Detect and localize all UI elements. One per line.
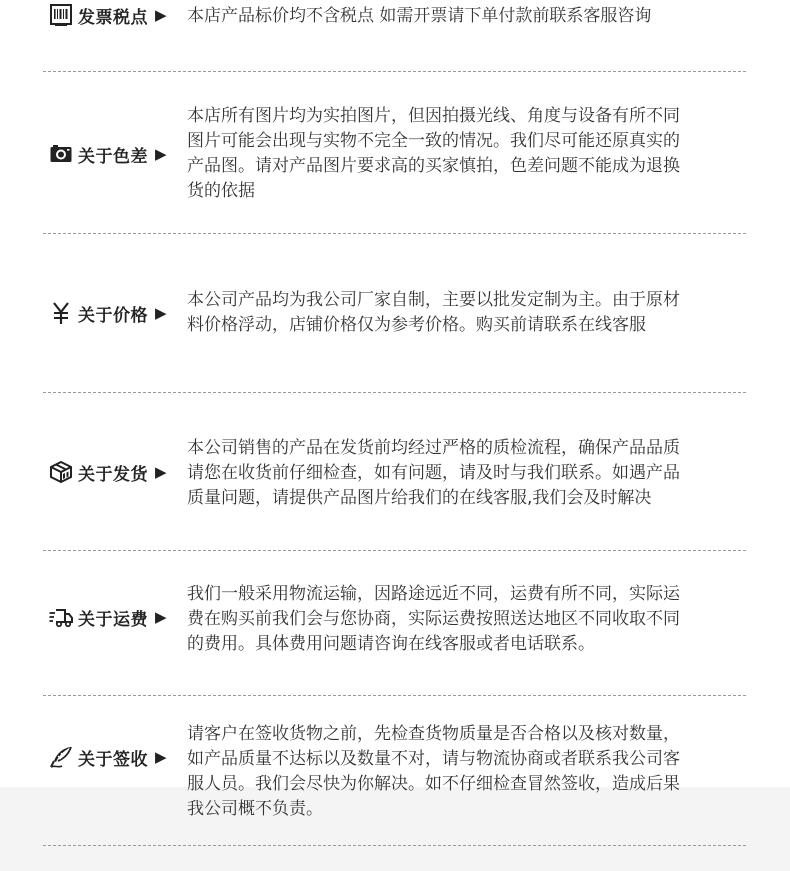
description-line: 料价格浮动，店铺价格仅为参考价格。购买前请联系在线客服 bbox=[187, 315, 646, 335]
section-description bbox=[187, 104, 747, 204]
description-line: 服人员。我们会尽快为你解决。如不仔细检查冒然签收，造成后果 bbox=[187, 774, 680, 794]
section-title: 关于色差 bbox=[78, 146, 148, 167]
package-icon bbox=[49, 460, 73, 484]
arrow-right-icon: ▶ bbox=[155, 6, 167, 24]
arrow-right-icon: ▶ bbox=[155, 304, 167, 322]
description-line: 本公司产品均为我公司厂家自制，主要以批发定制为主。由于原材 bbox=[187, 290, 680, 310]
invoice-icon bbox=[49, 3, 73, 27]
arrow-right-icon: ▶ bbox=[155, 145, 167, 163]
section-label bbox=[49, 298, 167, 328]
arrow-right-icon: ▶ bbox=[155, 463, 167, 481]
section-description bbox=[187, 582, 747, 657]
description-line: 本店所有图片均为实拍图片，但因拍摄光线、角度与设备有所不同 bbox=[187, 106, 680, 126]
divider bbox=[43, 392, 746, 393]
arrow-right-icon: ▶ bbox=[155, 748, 167, 766]
truck-icon bbox=[49, 605, 73, 629]
description-line: 图片可能会出现与实物不完全一致的情况。我们尽可能还原真实的 bbox=[187, 131, 680, 151]
section-title: 发票税点 bbox=[78, 7, 148, 28]
description-line: 质量问题，请提供产品图片给我们的在线客服,我们会及时解决 bbox=[187, 488, 652, 508]
divider bbox=[43, 695, 746, 696]
section-label bbox=[49, 139, 167, 169]
arrow-right-icon: ▶ bbox=[155, 608, 167, 626]
camera-icon bbox=[49, 142, 73, 166]
description-line: 请客户在签收货物之前，先检查货物质量是否合格以及核对数量， bbox=[187, 724, 680, 744]
description-line: 本店产品标价均不含税点 如需开票请下单付款前联系客服咨询 bbox=[187, 6, 652, 26]
description-line: 本公司销售的产品在发货前均经过严格的质检流程，确保产品品质 bbox=[187, 438, 680, 458]
section-label bbox=[49, 0, 167, 30]
quill-icon bbox=[49, 745, 73, 769]
divider bbox=[43, 233, 746, 234]
description-line: 产品图。请对产品图片要求高的买家慎拍，色差问题不能成为退换 bbox=[187, 156, 680, 176]
description-line: 如产品质量不达标以及数量不对，请与物流协商或者联系我公司客 bbox=[187, 749, 680, 769]
description-line: 的费用。具体费用问题请咨询在线客服或者电话联系。 bbox=[187, 634, 595, 654]
divider bbox=[43, 71, 746, 72]
section-title: 关于运费 bbox=[78, 609, 148, 630]
section-description bbox=[187, 288, 747, 338]
section-description bbox=[187, 722, 747, 822]
section-title: 关于发货 bbox=[78, 464, 148, 485]
section-title: 关于价格 bbox=[78, 305, 148, 326]
yen-icon bbox=[49, 301, 73, 325]
section-description bbox=[187, 436, 747, 511]
description-line: 货的依据 bbox=[187, 181, 255, 201]
section-label bbox=[49, 457, 167, 487]
section-label bbox=[49, 742, 167, 772]
description-line: 我公司概不负责。 bbox=[187, 799, 323, 819]
section-label bbox=[49, 602, 167, 632]
section-description bbox=[187, 4, 747, 29]
description-line: 费在购买前我们会与您协商，实际运费按照送达地区不同收取不同 bbox=[187, 609, 680, 629]
divider bbox=[43, 845, 746, 846]
description-line: 我们一般采用物流运输，因路途远近不同，运费有所不同，实际运 bbox=[187, 584, 680, 604]
section-title: 关于签收 bbox=[78, 749, 148, 770]
divider bbox=[43, 550, 746, 551]
description-line: 请您在收货前仔细检查，如有问题，请及时与我们联系。如遇产品 bbox=[187, 463, 680, 483]
